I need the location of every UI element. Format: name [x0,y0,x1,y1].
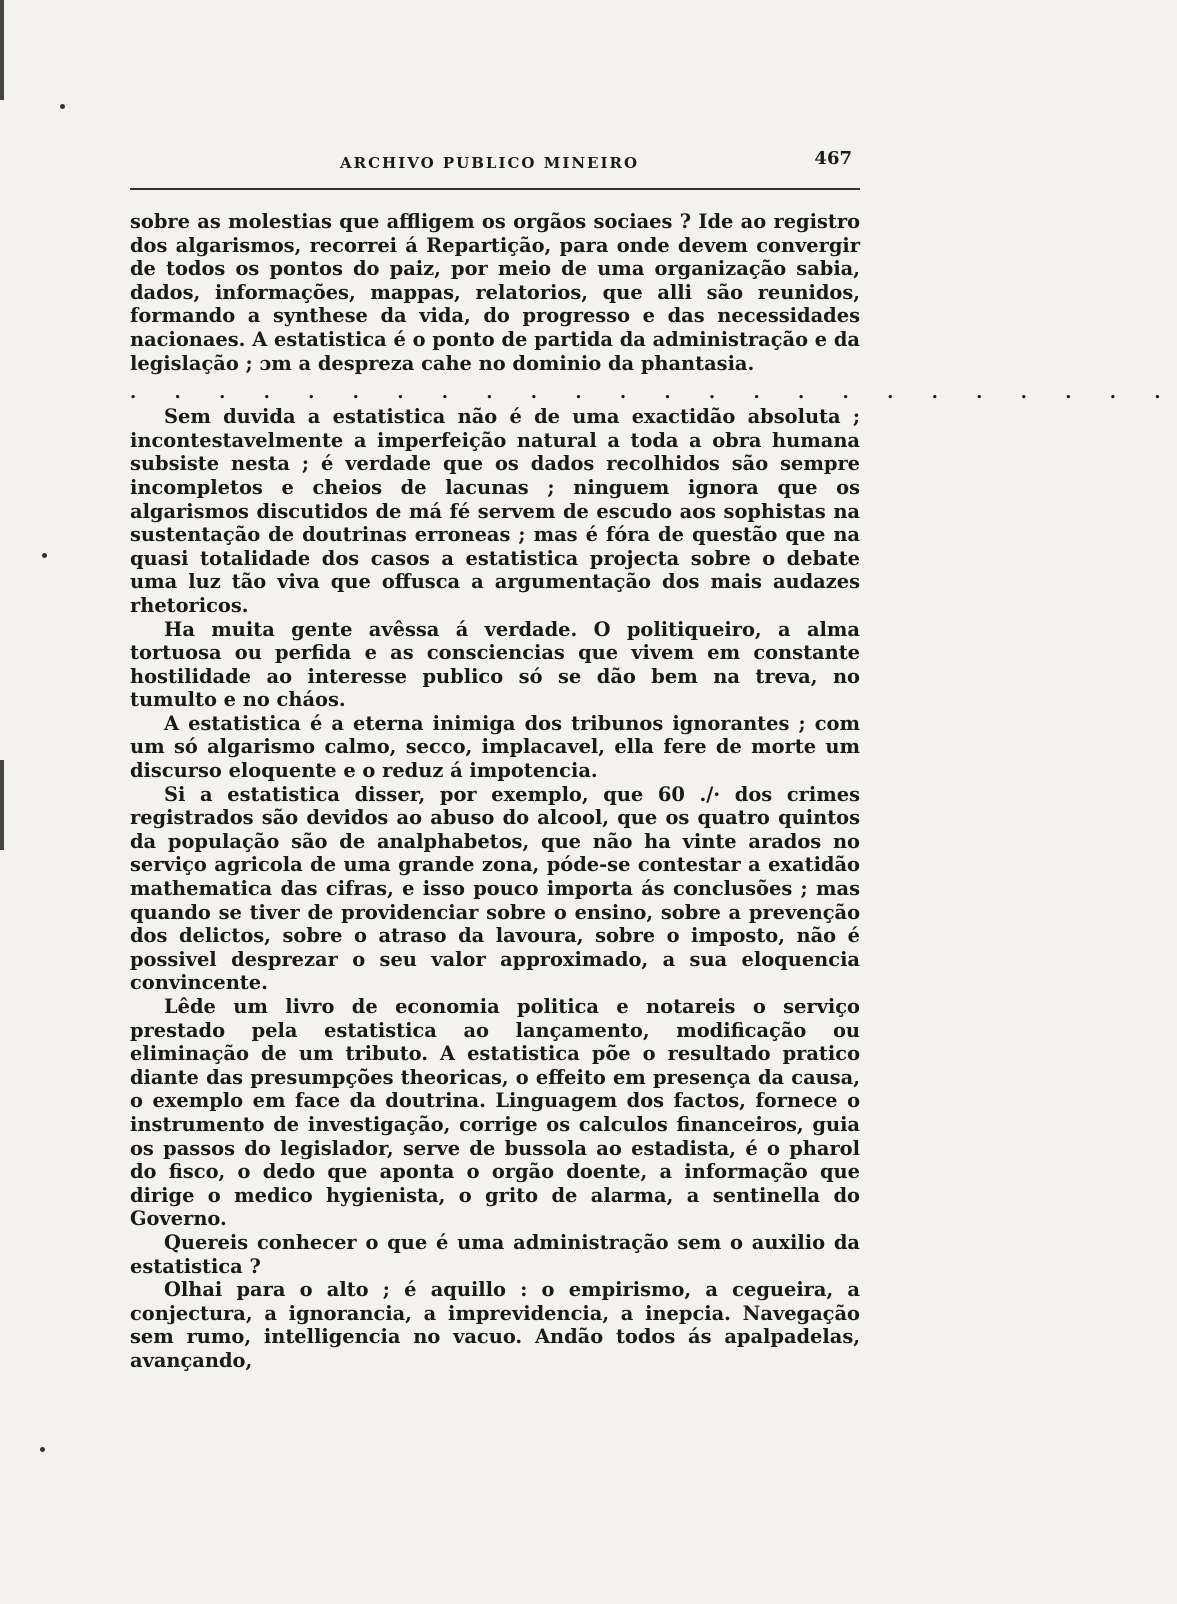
page-edge-shadow [0,760,4,850]
margin-speck [60,104,65,109]
page-edge-shadow [0,0,4,100]
running-title: ARCHIVO PUBLICO MINEIRO [340,154,640,172]
header-rule [130,188,860,190]
body-text [130,210,1177,1373]
paragraph: A estatistica é a eterna inimiga dos tribunos ignorantes ; com um só algarismo calmo, secco, implacavel, ella fere de morte um discurso eloquente e o reduz á impotencia. [130,711,860,783]
page-header [130,148,860,188]
margin-speck [42,553,47,558]
margin-speck [40,1447,45,1452]
paragraph: Si a estatistica disser, por exemplo, que 60 ./· dos crimes registrados são devidos ao abuso do alcool, que os quatro quintos da população são de analphabetos, que não ha vinte arados no serviço agricola de uma grande zona, póde-se contestar a exatidão mathematica das cifras, e isso pouco importa ás conclusões ; mas quando se tiver de providenciar sobre o ensino, sobre a prevenção dos delictos, sobre o atraso da lavoura, sobre o imposto, não é possivel desprezar o seu valor approximado, a sua eloquencia convincente. [130,782,860,995]
paragraph: Ha muita gente avêssa á verdade. O politiqueiro, a alma tortuosa ou perfida e as consciencias que vivem em constante hostilidade ao interesse publico só se dão bem na treva, no tumulto e no cháos. [130,617,860,712]
paragraph: Quereis conhecer o que é uma administração sem o auxilio da estatistica ? [130,1230,860,1278]
section-separator: . . . . . . . . . . . . . . . . . . . . . . . . [130,382,1177,404]
page-number: 467 [814,148,852,169]
paragraph: Sem duvida a estatistica não é de uma exactidão absoluta ; incontestavelmente a imperfeição natural a toda a obra humana subsiste nesta ; é verdade que os dados recolhidos são sempre incompletos e cheios de lacunas ; ninguem ignora que os algarismos discutidos de má fé servem de escudo aos sophistas na sustentação de doutrinas erroneas ; mas é fóra de questão que na quasi totalidade dos casos a estatistica projecta sobre o debate uma luz tão viva que offusca a argumentação dos mais audazes rhetoricos. [130,405,860,617]
paragraph: Olhai para o alto ; é aquillo : o empirismo, a cegueira, a conjectura, a ignorancia, a imprevidencia, a inepcia. Navegação sem rumo, intelligencia no vacuo. Andão todos ás apalpadelas, avançando, [130,1278,860,1372]
paragraph: Lêde um livro de economia politica e notareis o serviço prestado pela estatistica ao lançamento, modificação ou eliminação de um tributo. A estatistica põe o resultado pratico diante das presumpções theoricas, o effeito em presença da causa, o exemplo em face da doutrina. Linguagem dos factos, fornece o instrumento de investigação, corrige os calculos financeiros, guia os passos do legislador, serve de bussola ao estadista, é o pharol do fisco, o dedo que aponta o orgão doente, a informação que dirige o medico hygienista, o grito de alarma, a sentinella do Governo. [130,995,860,1231]
paragraph: sobre as molestias que affligem os orgãos sociaes ? Ide ao registro dos algarismos, recorrei á Repartição, para onde devem convergir de todos os pontos do paiz, por meio de uma organização sabia, dados, informações, mappas, relatorios, que alli são reunidos, formando a synthese da vida, do progresso e das necessidades nacionaes. A estatistica é o ponto de partida da administração e da legislação ; ɔm a despreza cahe no dominio da phantasia. [130,210,860,375]
